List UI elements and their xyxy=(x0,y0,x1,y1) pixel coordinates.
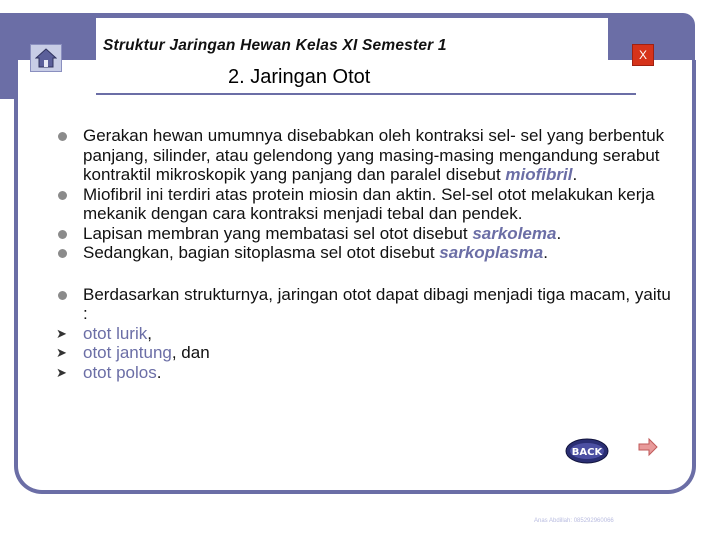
next-button[interactable] xyxy=(637,437,659,457)
type-name: otot polos xyxy=(83,362,157,382)
home-button[interactable] xyxy=(30,44,62,72)
term-sarkoplasma: sarkoplasma xyxy=(439,243,544,262)
term-sarkolema: sarkolema xyxy=(472,223,557,243)
bullet-item: Miofibril ini terdiri atas protein miosin dan aktin. Sel-sel otot melakukan kerja mekanik dengan cara kontraksi menjadi tebal dan pendek. xyxy=(56,185,676,224)
bullet-item: Sedangkan, bagian sitoplasma sel otot disebut sarkoplasma. xyxy=(56,243,676,263)
bullet-dot-icon xyxy=(58,291,67,300)
home-icon xyxy=(35,48,57,68)
title-divider xyxy=(96,93,636,95)
bullet-dot-icon xyxy=(58,230,67,239)
term-miofibril: miofibril xyxy=(505,165,573,184)
close-button[interactable]: X xyxy=(632,44,654,66)
bullet-dot-icon xyxy=(58,249,67,258)
arrow-right-icon xyxy=(637,437,659,457)
type-name: otot jantung xyxy=(83,343,172,362)
arrow-bullet-icon: ➤ xyxy=(56,345,67,360)
slide-content xyxy=(56,126,676,382)
back-icon xyxy=(564,436,610,466)
bullet-dot-icon xyxy=(58,132,67,141)
footer-credit: Anas Abdillah: 085292960066 xyxy=(534,518,614,524)
page-title: Struktur Jaringan Hewan Kelas XI Semester 1 xyxy=(103,37,447,54)
type-name: otot lurik xyxy=(83,323,148,343)
arrow-bullet-icon: ➤ xyxy=(56,364,67,380)
sub-list-item: ➤ otot polos. xyxy=(56,362,162,382)
bullet-item: Lapisan membran yang membatasi sel otot disebut sarkolema. xyxy=(56,224,676,244)
bullet-item: Berdasarkan strukturnya, jaringan otot dapat dibagi menjadi tiga macam, yaitu : xyxy=(56,285,676,324)
bullet-dot-icon xyxy=(58,191,67,200)
back-button[interactable] xyxy=(564,436,610,466)
back-label: BACK xyxy=(571,447,603,458)
arrow-bullet-icon: ➤ xyxy=(56,325,67,341)
sub-list-item: ➤ otot lurik, xyxy=(56,323,152,343)
sub-list-item: ➤ otot jantung, dan xyxy=(56,343,210,362)
section-title: 2. Jaringan Otot xyxy=(228,66,371,88)
bullet-item: Gerakan hewan umumnya disebabkan oleh kontraksi sel- sel yang berbentuk panjang, silinder, atau gelendong yang masing-masing mengandung serabut kontraktil mikroskopik yang panjang dan paralel disebut miofibril. xyxy=(56,126,676,185)
